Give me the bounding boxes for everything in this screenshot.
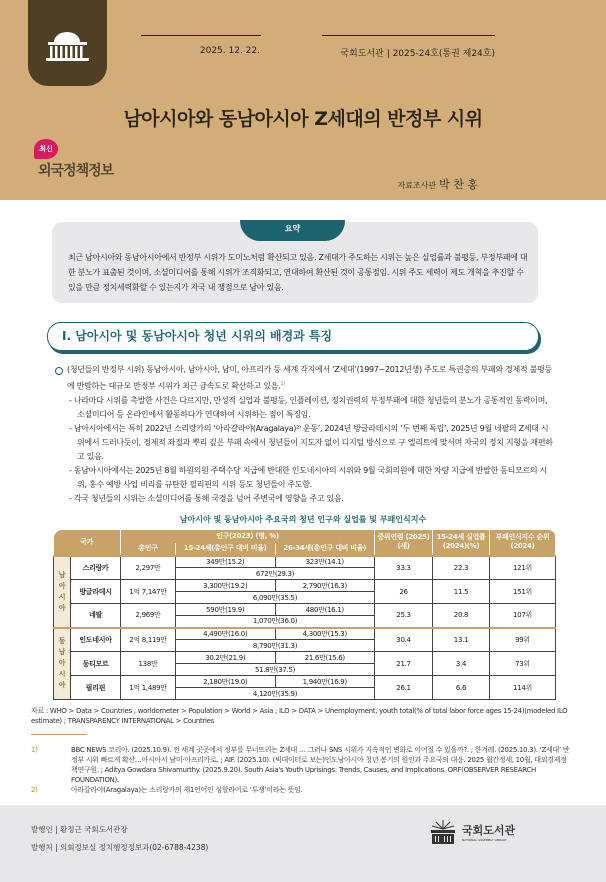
median-cell: 25.3 bbox=[375, 604, 433, 628]
logo-name: 국회도서관 bbox=[462, 824, 516, 838]
col-2634: 26-34세(총인구 대비 비율) bbox=[275, 543, 375, 556]
median-cell: 33.3 bbox=[375, 556, 433, 580]
library-logo bbox=[430, 819, 515, 845]
col-1524: 15-24세(총인구 대비 비율) bbox=[176, 543, 276, 556]
table-row bbox=[54, 604, 556, 616]
median-cell: 26 bbox=[375, 580, 433, 604]
median-cell: 26.1 bbox=[375, 676, 433, 700]
footnote-text: BBC NEWS 코리아. (2025.10.9). 전 세계 곳곳에서 정부를 무너뜨리는 Z세대 … 그러나 SNS 시위가 지속적인 변화로 이어질 수 있을까?. ; 한겨레. (2025.10.3). ‘Z세대’ 반정부 시위 빠르게 확산…아시아서 남미·아프리카로. ; AIF. (2025.10). (빅데이터로 보는)인도남아시아 청년 봉기의 원인과 주요국의 대응. 2025 월간정세, 10월, 대외경제정책연구원. ; Aditya Gowdara Shivamurthy. (2025.9.20). South Asia's Youth Uprisings: Trends, Causes, and Implications. ORF(OBSERVER RESEARCH FOUNDATION). bbox=[71, 746, 570, 785]
country-cell: 스리랑카 bbox=[71, 556, 121, 580]
table-row bbox=[54, 628, 556, 640]
region-cell: 남 아 시 아 bbox=[54, 556, 71, 628]
header-band bbox=[0, 0, 606, 200]
total-cell: 2,297만 bbox=[121, 556, 176, 580]
total-cell: 138만 bbox=[121, 652, 176, 676]
footer bbox=[0, 805, 606, 882]
country-cell: 필리핀 bbox=[71, 676, 121, 700]
main-bullet bbox=[55, 363, 555, 394]
footnote-number: 2) bbox=[31, 786, 38, 795]
country-cell: 방글라데시 bbox=[71, 580, 121, 604]
unemp-cell: 22.3 bbox=[433, 556, 490, 580]
footnote-number: 1) bbox=[31, 746, 38, 755]
country-cell: 인도네시아 bbox=[71, 628, 121, 652]
cpi-cell: 73위 bbox=[490, 652, 556, 676]
unemp-cell: 11.5 bbox=[433, 580, 490, 604]
author-role: 자료조사관 bbox=[397, 181, 437, 190]
age1524-cell: 349만(15.2) bbox=[176, 556, 276, 568]
brand-tab bbox=[28, 0, 107, 86]
age1524-cell: 4,490만(16.0) bbox=[176, 628, 276, 640]
section-heading: Ⅰ. 남아시아 및 동남아시아 청년 시위의 배경과 특징 bbox=[47, 322, 539, 351]
new-badge: 최신 bbox=[34, 139, 58, 159]
issue-date: 2025. 12. 22. bbox=[199, 46, 260, 56]
region-cell: 동 남 아 시 아 bbox=[54, 628, 71, 700]
total-cell: 1억 7,147만 bbox=[121, 580, 176, 604]
cpi-cell: 107위 bbox=[490, 604, 556, 628]
unemp-cell: 3.4 bbox=[433, 652, 490, 676]
youth-sum-cell: 8,790만(31.3) bbox=[176, 640, 375, 652]
logo-english: NATIONAL ASSEMBLY LIBRARY bbox=[462, 838, 507, 843]
issue-number: 국회도서관 | 2025-24호(통권 제24호) bbox=[340, 49, 495, 59]
col-population: 인구(2023) (명, %) bbox=[121, 530, 375, 543]
summary-text: 최근 남아시아와 동남아시아에서 반정부 시위가 도미노처럼 확산되고 있음. Z세대가 주도하는 시위는 높은 실업률과 불평등, 부정부패에 대한 분노가 표출된 것이며, 소셜미디어를 통해 시위가 조직화되고, 연대하여 확산된 것이 공통점임. 시위 주도 세력이 제도 개혁을 추진할 수 있을 만큼 정치세력화할 수 있는지가 자국 내 쟁점으로 남아 있음. bbox=[68, 253, 528, 292]
age1524-cell: 30.2만(21.9) bbox=[176, 652, 276, 664]
col-country: 국가 bbox=[54, 530, 121, 556]
total-cell: 1억 1,489만 bbox=[121, 676, 176, 700]
author-name: 박 찬 홍 bbox=[439, 178, 478, 191]
summary-section bbox=[52, 222, 538, 303]
table-row bbox=[54, 556, 556, 568]
footnote-text: 아라갈라야(Aragalaya)는 스리랑카의 제1언어인 싱할라어로 ‘투쟁’이라는 뜻임. bbox=[71, 786, 303, 795]
unemp-cell: 20.8 bbox=[433, 604, 490, 628]
sub-bullet: - 각국 청년들의 시위는 소셜미디어를 통해 국경을 넘어 주변국에 영향을 주고 있음. bbox=[69, 493, 344, 503]
youth-sum-cell: 4,120만(35.9) bbox=[176, 688, 375, 700]
col-cpi: 부패인식지수 순위(2024) bbox=[490, 530, 556, 556]
main-bullet-text: (청년들의 반정부 시위) 동남아시아, 남아시아, 남미, 아프리카 등 세계 각지에서 ‘Z세대’(1997~2012년생) 주도로 특권층의 부패와 경제적 불평등에 반발하는 대규모 반정부 시위가 최근 급속도로 확산하고 있음. bbox=[67, 365, 552, 391]
country-cell: 네팔 bbox=[71, 604, 121, 628]
cpi-cell: 151위 bbox=[490, 580, 556, 604]
page-title: 남아시아와 동남아시아 Z세대의 반정부 시위 bbox=[123, 108, 483, 130]
age2634-cell: 323만(14.1) bbox=[275, 556, 375, 568]
divider bbox=[322, 35, 495, 36]
summary-label: 요약 bbox=[240, 220, 345, 241]
library-logo-icon bbox=[430, 819, 456, 845]
median-cell: 30.4 bbox=[375, 628, 433, 652]
sub-bullet: - 남아시아에서는 특히 2022년 스리랑카의 ‘아라갈라야(Aragalaya)²⁾ 운동’, 2024년 방글라데시의 ‘두 번째 독립’, 2025년 9월 네팔의 Z세대 시위에서 드러나듯이, 경제적 좌절과 뿌리 깊은 부패 속에서 청년들이 지도자 없이 디지털 방식으로 구 엘리트에 맞서며 자국의 정치 지형을 재편하고 있음. bbox=[69, 423, 553, 461]
footnote-divider bbox=[31, 734, 87, 735]
total-cell: 2억 8,119만 bbox=[121, 628, 176, 652]
footnote bbox=[31, 745, 571, 785]
publishing-office: 발행처 | 의회정보실 정치행정정보과(02-6788-4238) bbox=[31, 843, 209, 853]
youth-sum-cell: 1,070만(36.0) bbox=[176, 616, 375, 628]
youth-sum-cell: 672만(29.3) bbox=[176, 568, 375, 580]
sub-bullet: - 나라마다 시위를 촉발한 사건은 다르지만, 만성적 실업과 불평등, 인플레이션, 정치권력의 부정부패에 대한 청년들의 분노가 공통적인 동력이며, 소셜미디어 등 온라인에서 활동하다가 연대하여 시위하는 점이 특징임. bbox=[69, 395, 548, 419]
footnotes bbox=[31, 745, 571, 795]
age2634-cell: 21.6만(15.6) bbox=[275, 652, 375, 664]
age1524-cell: 3,300만(19.2) bbox=[176, 580, 276, 592]
table-row bbox=[54, 652, 556, 664]
age1524-cell: 590만(19.9) bbox=[176, 604, 276, 616]
unemp-cell: 13.1 bbox=[433, 628, 490, 652]
col-median: 중위연령 (2025)(세) bbox=[375, 530, 433, 556]
author bbox=[397, 176, 478, 192]
table-source: 자료 : WHO > Data > Countries ; worldometer > Population > World > Asia ; ILO > DATA > Unemployment, youth total(% of total labor force ages 15-24)(modeled ILO estimate) ; TRANSPARENCY INTERNATIONAL > Countries bbox=[31, 707, 568, 726]
unemp-cell: 6.6 bbox=[433, 676, 490, 700]
footnote-ref[interactable]: 1) bbox=[280, 381, 285, 387]
cpi-cell: 114위 bbox=[490, 676, 556, 700]
data-table bbox=[53, 530, 556, 701]
age2634-cell: 2,790만(16.3) bbox=[275, 580, 375, 592]
footnote bbox=[31, 785, 571, 795]
table-row bbox=[54, 676, 556, 688]
age2634-cell: 1,940만(16.9) bbox=[275, 676, 375, 688]
median-cell: 21.7 bbox=[375, 652, 433, 676]
total-cell: 2,969만 bbox=[121, 604, 176, 628]
youth-sum-cell: 6,090만(35.5) bbox=[176, 592, 375, 604]
col-total: 총인구 bbox=[121, 543, 176, 556]
age1524-cell: 2,180만(19.0) bbox=[176, 676, 276, 688]
series-name: 외국정책정보 bbox=[38, 163, 114, 179]
col-unemp: 15-24세 실업률 (2024)(%) bbox=[433, 530, 490, 556]
divider bbox=[141, 35, 261, 36]
assembly-building-icon bbox=[28, 0, 107, 86]
body-text bbox=[55, 363, 555, 506]
age2634-cell: 480만(16.1) bbox=[275, 604, 375, 616]
country-cell: 동티모르 bbox=[71, 652, 121, 676]
publisher: 발행인 | 황정근 국회도서관장 bbox=[31, 825, 128, 835]
age2634-cell: 4,300만(15.3) bbox=[275, 628, 375, 640]
sub-bullet: - 동남아시아에서는 2025년 8월 하원의원 주택수당 지급에 반대한 인도네시아의 시위와 9월 국회의원에 대한 차량 지급에 반발한 동티모르의 시위, 홍수 예방 사업 비리를 규탄한 필리핀의 시위 등도 청년들이 주도함. bbox=[69, 465, 547, 489]
youth-sum-cell: 51.8만(37.5) bbox=[176, 664, 375, 676]
table-title: 남아시아 및 동남아시아 주요국의 청년 인구와 실업률 및 부패인식지수 bbox=[179, 514, 427, 524]
cpi-cell: 99위 bbox=[490, 628, 556, 652]
cpi-cell: 121위 bbox=[490, 556, 556, 580]
table-row bbox=[54, 580, 556, 592]
